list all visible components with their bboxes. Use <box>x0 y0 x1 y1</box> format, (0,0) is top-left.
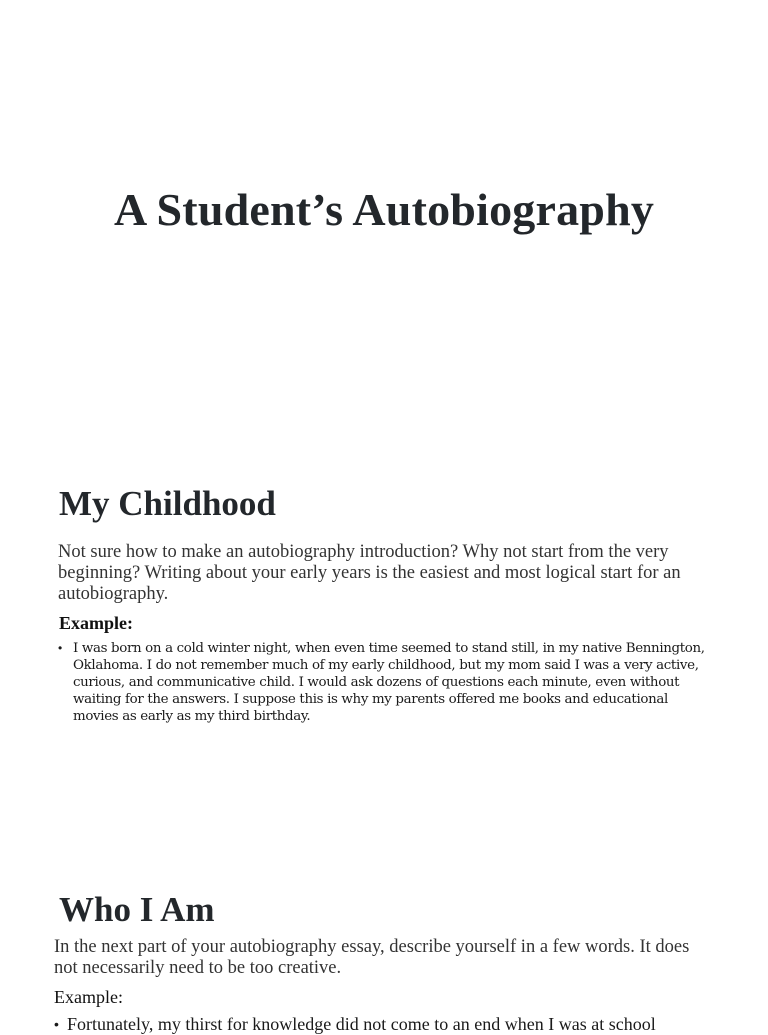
list-item <box>58 640 708 725</box>
bullet-icon: • <box>54 1016 59 1032</box>
document-title: A Student’s Autobiography <box>113 184 655 235</box>
section-intro-paragraph: Not sure how to make an autobiography introduction? Why not start from the very beginning? Writing about your early years is the easiest and most logical start for an autobiography. <box>58 542 681 604</box>
bullet-icon: • <box>58 641 62 655</box>
section-heading: My Childhood <box>59 484 276 523</box>
example-text: Fortunately, my thirst for knowledge did not come to an end when I was at school <box>67 1014 656 1034</box>
example-list <box>54 1014 734 1035</box>
example-text: I was born on a cold winter night, when even time seemed to stand still, in my native Bennington, Oklahoma. I do not remember much of my early childhood, but my mom said I was a very active, curious, and communicative child. I would ask dozens of questions each minute, even without waiting for the answers. I suppose this is why my parents offered me books and educational movies as early as my third birthday. <box>73 641 705 724</box>
example-label: Example: <box>54 987 123 1007</box>
section-heading: Who I Am <box>59 890 215 929</box>
list-item <box>54 1014 734 1035</box>
example-list <box>58 640 708 725</box>
example-label: Example: <box>59 613 133 633</box>
section-intro-paragraph: In the next part of your autobiography essay, describe yourself in a few words. It does not necessarily need to be too creative. <box>54 937 690 978</box>
